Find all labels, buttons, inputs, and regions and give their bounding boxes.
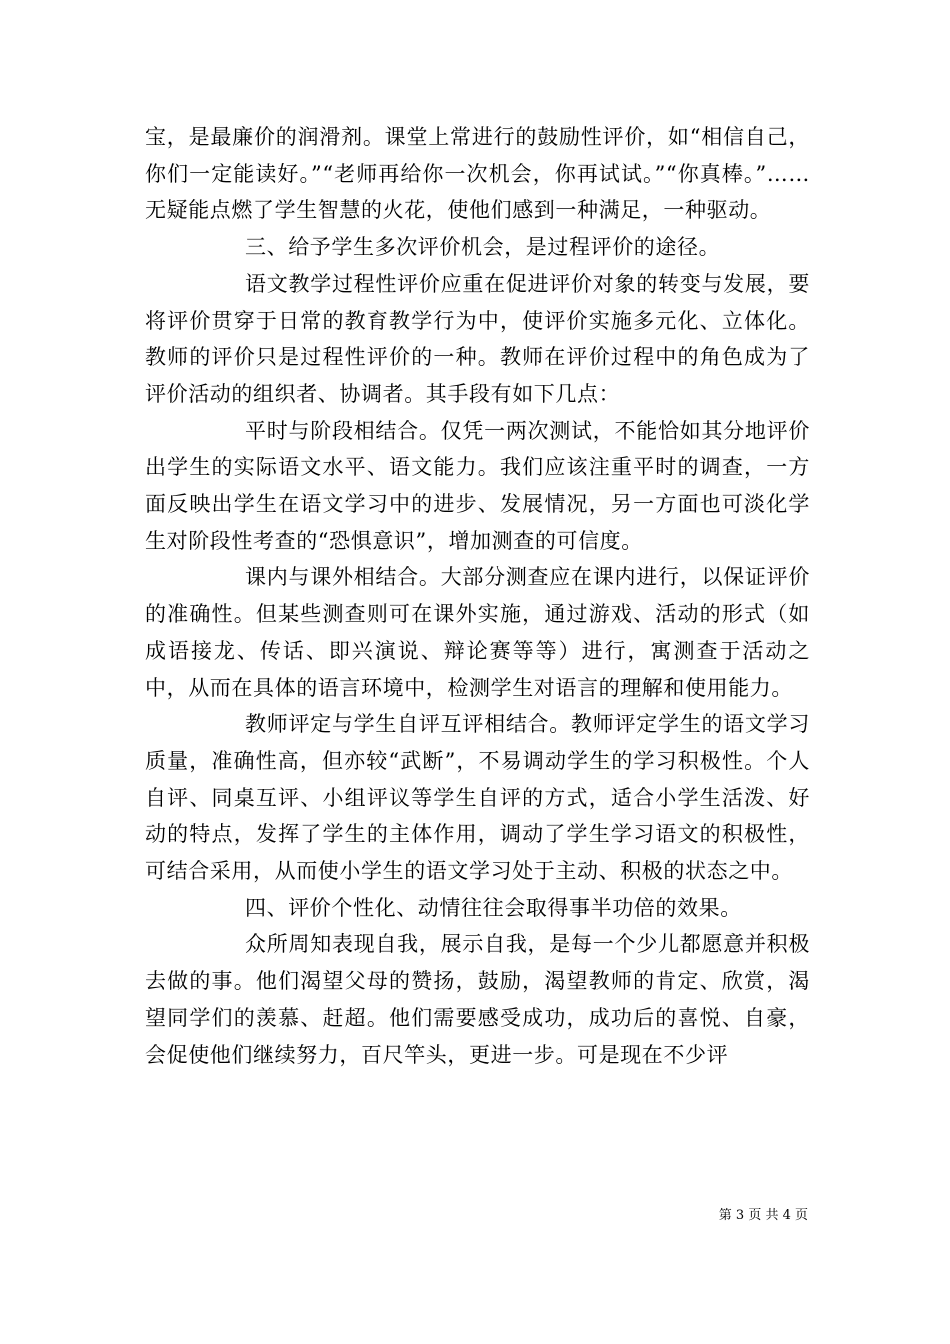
body-text: [145, 119, 810, 1073]
paragraph-1: 宝，是最廉价的润滑剂。课堂上常进行的鼓励性评价，如“相信自己，你们一定能读好。”“老师再给你一次机会，你再试试。”“你真棒。”……无疑能点燃了学生智慧的火花，使他们感到一种满足，一种驱动。: [145, 125, 810, 223]
paragraph-5: 课内与课外相结合。大部分测查应在课内进行，以保证评价的准确性。但某些测查则可在课外实施，通过游戏、活动的形式（如成语接龙、传话、即兴演说、辩论赛等等）进行，寓测查于活动之中，从而在具体的语言环境中，检测学生对语言的理解和使用能力。: [145, 565, 810, 700]
paragraph-6: 教师评定与学生自评互评相结合。教师评定学生的语文学习质量，准确性高，但亦较“武断”，不易调动学生的学习积极性。个人自评、同桌互评、小组评议等学生自评的方式，适合小学生活泼、好动的特点，发挥了学生的主体作用，调动了学生学习语文的积极性，可结合采用，从而使小学生的语文学习处于主动、积极的状态之中。: [145, 712, 810, 884]
paragraph-4: 平时与阶段相结合。仅凭一两次测试，不能恰如其分地评价出学生的实际语文水平、语文能力。我们应该注重平时的调查，一方面反映出学生在语文学习中的进步、发展情况，另一方面也可淡化学生对阶段性考查的“恐惧意识”，增加测查的可信度。: [145, 418, 810, 553]
section-heading-4: 四、评价个性化、动情往往会取得事半功倍的效果。: [245, 895, 742, 920]
paragraph-3: 语文教学过程性评价应重在促进评价对象的转变与发展，要将评价贯穿于日常的教育教学行为中，使评价实施多元化、立体化。教师的评价只是过程性评价的一种。教师在评价过程中的角色成为了评价活动的组织者、协调者。其手段有如下几点：: [145, 271, 810, 406]
section-heading-3: 三、给予学生多次评价机会，是过程评价的途径。: [245, 235, 721, 260]
paragraph-8: 众所周知表现自我，展示自我，是每一个少儿都愿意并积极去做的事。他们渴望父母的赞扬，鼓励，渴望教师的肯定、欣赏，渴望同学们的羡慕、赶超。他们需要感受成功，成功后的喜悦、自豪，会促使他们继续努力，百尺竿头，更进一步。可是现在不少评: [145, 932, 810, 1067]
page-number: 第 3 页 共 4 页: [718, 1208, 808, 1223]
